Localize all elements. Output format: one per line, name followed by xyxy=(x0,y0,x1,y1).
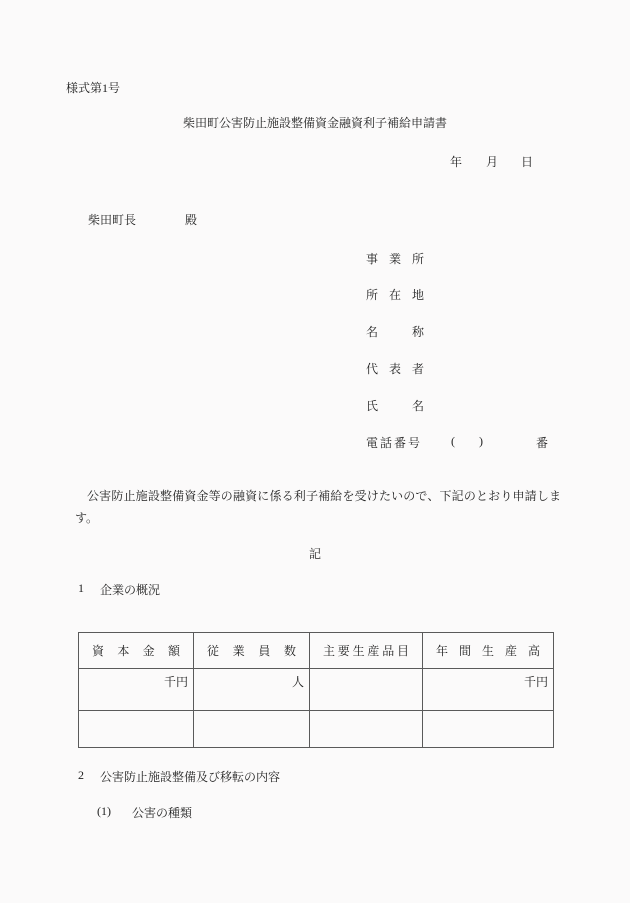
field-label-address: 所在地 xyxy=(366,288,424,302)
applicant-block xyxy=(366,250,596,460)
header-capital-amount: 資本金額 xyxy=(79,633,194,669)
field-row-company-name xyxy=(366,323,424,339)
field-row-address xyxy=(366,286,424,302)
phone-paren-open: ( xyxy=(451,434,455,448)
subsection-1-number: (1) xyxy=(97,804,111,818)
unit-employee-count: 人 xyxy=(194,669,310,711)
header-employee-count: 従業員数 xyxy=(194,633,310,669)
header-annual-output: 年間生産高 xyxy=(423,633,554,669)
record-mark: 記 xyxy=(308,547,321,561)
subsection-1-title: 公害の種類 xyxy=(132,806,193,820)
phone-paren-close: ) xyxy=(479,434,483,448)
field-label-company-name: 名称 xyxy=(366,325,424,339)
section-1-title: 企業の概況 xyxy=(100,583,161,597)
date-year-label: 年 xyxy=(450,155,463,169)
document-title: 柴田町公害防止施設整備資金融資利子補給申請書 xyxy=(182,116,447,130)
section-2-title: 公害防止施設整備及び移転の内容 xyxy=(100,770,281,784)
date-day-label: 日 xyxy=(521,155,534,169)
application-statement: 公害防止施設整備資金等の融資に係る利子補給を受けたいので、下記のとおり申請します。 xyxy=(75,489,561,525)
subsection-1-heading xyxy=(97,804,192,821)
form-number: 様式第1号 xyxy=(66,81,121,95)
addressee-name: 柴田町長 xyxy=(88,213,137,227)
field-label-office: 事業所 xyxy=(366,252,424,266)
section-2-number: 2 xyxy=(78,768,84,782)
field-row-representative xyxy=(366,360,424,376)
field-label-representative: 代表者 xyxy=(366,362,424,376)
field-label-phone: 電話番号 xyxy=(366,436,420,450)
section-1-heading xyxy=(78,581,160,598)
blank-cell xyxy=(194,711,310,748)
blank-cell xyxy=(310,711,423,748)
unit-main-products xyxy=(310,669,423,711)
phone-unit-label: 番 xyxy=(536,436,549,450)
blank-cell xyxy=(79,711,194,748)
date-line xyxy=(0,153,630,169)
addressee-honorific: 殿 xyxy=(185,213,198,227)
section-1-number: 1 xyxy=(78,581,84,595)
section-2-heading xyxy=(78,768,280,785)
company-overview-table xyxy=(78,632,554,748)
field-row-person-name xyxy=(366,397,424,413)
table-header-row xyxy=(79,633,554,669)
date-month-label: 月 xyxy=(486,155,499,169)
field-row-phone xyxy=(366,434,549,450)
addressee-line xyxy=(88,211,198,228)
field-row-office xyxy=(366,250,424,266)
table-blank-row xyxy=(79,711,554,748)
field-label-person-name: 氏名 xyxy=(366,399,424,413)
table-unit-row xyxy=(79,669,554,711)
blank-cell xyxy=(423,711,554,748)
header-main-products: 主要生産品目 xyxy=(310,633,423,669)
unit-annual-output: 千円 xyxy=(423,669,554,711)
unit-capital-amount: 千円 xyxy=(79,669,194,711)
